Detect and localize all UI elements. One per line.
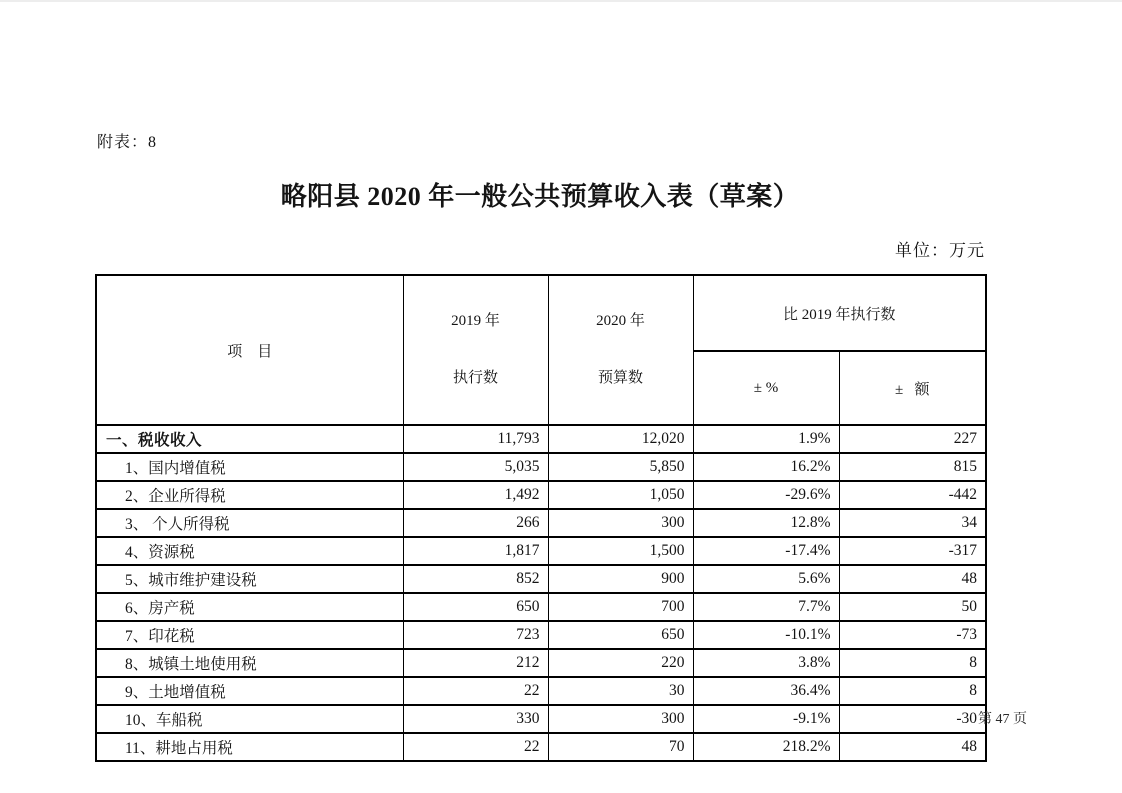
header-vs-2019: 比 2019 年执行数 xyxy=(693,275,986,351)
value-2020: 300 xyxy=(548,705,693,733)
table-row-resource-tax xyxy=(96,537,986,565)
header-pct: ± % xyxy=(693,351,839,425)
value-2019: 266 xyxy=(403,509,548,537)
value-pct: 1.9% xyxy=(693,425,839,453)
header-exec-2019-line1: 2019 年 xyxy=(451,313,500,329)
header-budget-2020-line2: 预算数 xyxy=(597,370,643,386)
value-pct: 16.2% xyxy=(693,453,839,481)
value-2019: 852 xyxy=(403,565,548,593)
header-budget-2020-line1: 2020 年 xyxy=(596,313,645,329)
value-pct: 7.7% xyxy=(693,593,839,621)
value-2020: 12,020 xyxy=(548,425,693,453)
value-pct: 218.2% xyxy=(693,733,839,761)
table-row-urban-land-use-tax xyxy=(96,649,986,677)
row-label: 2、企业所得税 xyxy=(96,481,403,509)
value-2020: 5,850 xyxy=(548,453,693,481)
value-pct: -9.1% xyxy=(693,705,839,733)
unit-label: 单位：万元 xyxy=(895,241,985,260)
value-2020: 70 xyxy=(548,733,693,761)
value-amount: 8 xyxy=(839,677,986,705)
value-2019: 212 xyxy=(403,649,548,677)
page-number: 第 47 页 xyxy=(978,712,1027,727)
header-exec-2019-line2: 执行数 xyxy=(452,370,498,386)
row-label: 9、土地增值税 xyxy=(96,677,403,705)
value-2019: 22 xyxy=(403,677,548,705)
value-pct: -29.6% xyxy=(693,481,839,509)
value-2020: 220 xyxy=(548,649,693,677)
value-amount: 227 xyxy=(839,425,986,453)
row-label: 3、 个人所得税 xyxy=(96,509,403,537)
row-label: 4、资源税 xyxy=(96,537,403,565)
value-2020: 650 xyxy=(548,621,693,649)
value-pct: 36.4% xyxy=(693,677,839,705)
table-row-tax-revenue-total xyxy=(96,425,986,453)
row-label: 1、国内增值税 xyxy=(96,453,403,481)
value-2020: 900 xyxy=(548,565,693,593)
value-pct: 12.8% xyxy=(693,509,839,537)
value-amount: 8 xyxy=(839,649,986,677)
value-pct: 3.8% xyxy=(693,649,839,677)
row-label: 8、城镇土地使用税 xyxy=(96,649,403,677)
value-2020: 700 xyxy=(548,593,693,621)
header-amount: ± 额 xyxy=(839,351,986,425)
value-pct: -17.4% xyxy=(693,537,839,565)
row-label: 7、印花税 xyxy=(96,621,403,649)
row-label: 5、城市维护建设税 xyxy=(96,565,403,593)
value-pct: -10.1% xyxy=(693,621,839,649)
header-item: 项 目 xyxy=(96,275,403,425)
table-row-corporate-income-tax xyxy=(96,481,986,509)
value-amount: 48 xyxy=(839,733,986,761)
value-amount: -442 xyxy=(839,481,986,509)
table-row-farmland-occupation-tax xyxy=(96,733,986,761)
value-2020: 30 xyxy=(548,677,693,705)
value-2019: 11,793 xyxy=(403,425,548,453)
value-2020: 1,500 xyxy=(548,537,693,565)
value-2019: 22 xyxy=(403,733,548,761)
value-2019: 650 xyxy=(403,593,548,621)
row-label: 10、车船税 xyxy=(96,705,403,733)
page-top-edge xyxy=(0,0,1122,2)
value-amount: -317 xyxy=(839,537,986,565)
budget-income-table xyxy=(95,274,987,762)
value-2020: 1,050 xyxy=(548,481,693,509)
table-row-land-appreciation-tax xyxy=(96,677,986,705)
value-amount: 50 xyxy=(839,593,986,621)
row-label: 6、房产税 xyxy=(96,593,403,621)
table-row-urban-maintenance-tax xyxy=(96,565,986,593)
row-label: 一、税收收入 xyxy=(96,425,403,453)
value-amount: 48 xyxy=(839,565,986,593)
value-2020: 300 xyxy=(548,509,693,537)
table-row-vat xyxy=(96,453,986,481)
value-amount: -30 xyxy=(839,705,986,733)
row-label: 11、耕地占用税 xyxy=(96,733,403,761)
value-2019: 330 xyxy=(403,705,548,733)
header-exec-2019 xyxy=(403,275,548,425)
value-amount: 815 xyxy=(839,453,986,481)
value-2019: 1,492 xyxy=(403,481,548,509)
table-row-personal-income-tax xyxy=(96,509,986,537)
table-row-stamp-tax xyxy=(96,621,986,649)
attachment-label: 附表：8 xyxy=(97,134,158,151)
value-2019: 1,817 xyxy=(403,537,548,565)
value-2019: 723 xyxy=(403,621,548,649)
value-amount: 34 xyxy=(839,509,986,537)
value-amount: -73 xyxy=(839,621,986,649)
page-title: 略阳县 2020 年一般公共预算收入表（草案） xyxy=(280,182,800,211)
table-header-row-top xyxy=(96,275,986,351)
value-pct: 5.6% xyxy=(693,565,839,593)
table-row-vehicle-vessel-tax xyxy=(96,705,986,733)
header-budget-2020 xyxy=(548,275,693,425)
table-row-property-tax xyxy=(96,593,986,621)
value-2019: 5,035 xyxy=(403,453,548,481)
